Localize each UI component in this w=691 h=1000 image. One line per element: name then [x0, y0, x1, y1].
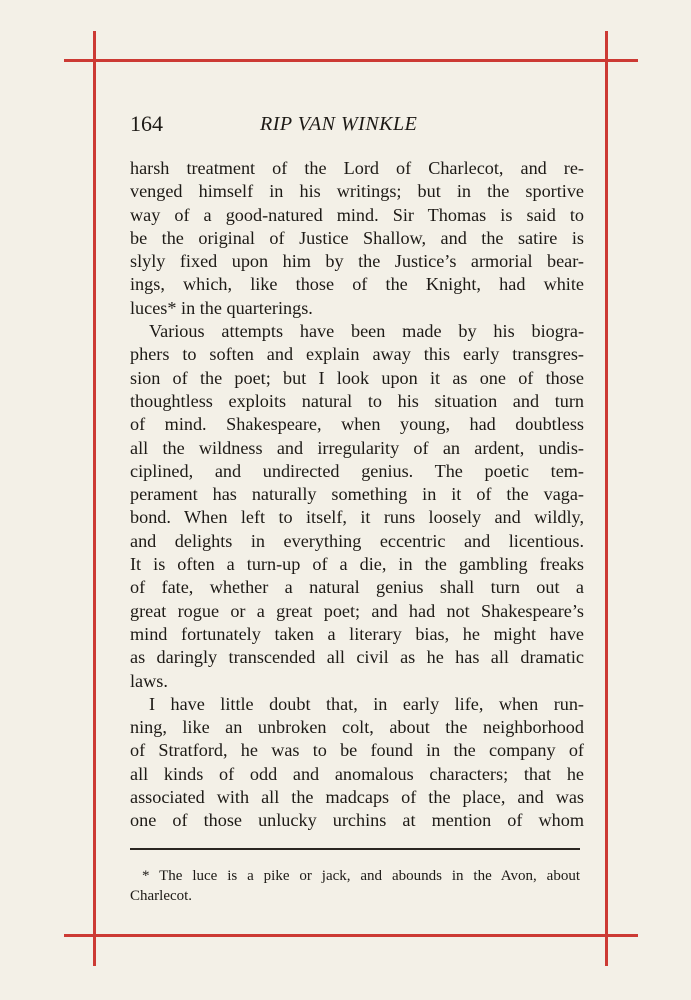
text-line: great rogue or a great poet; and had not Shakespeare’s: [130, 600, 584, 621]
text-line: of Stratford, he was to be found in the company of: [130, 740, 584, 761]
footnote-line: Charlecot.: [130, 888, 193, 904]
text-line: slyly fixed upon him by the Justice’s armorial bear-: [130, 251, 584, 272]
text-line: ning, like an unbroken colt, about the neighborhood: [130, 717, 584, 738]
frame-rule-top: [64, 59, 638, 62]
frame-rule-left: [93, 31, 96, 966]
text-line: and delights in everything eccentric and licentious.: [130, 530, 584, 551]
paragraph-2: [130, 320, 584, 693]
text-line: I have little doubt that, in early life, when run-: [149, 693, 584, 714]
running-title: RIP VAN WINKLE: [260, 113, 418, 135]
text-line: all the wildness and irregularity of an ardent, undis-: [130, 437, 584, 458]
text-line: It is often a turn-up of a die, in the gambling freaks: [130, 554, 584, 575]
text-line: all kinds of odd and anomalous characters; that he: [130, 763, 584, 784]
text-line: ciplined, and undirected genius. The poetic tem-: [130, 460, 584, 481]
page-number: 164: [130, 111, 163, 136]
text-line: associated with all the madcaps of the place, and was: [130, 787, 584, 808]
frame-rule-bottom: [64, 934, 638, 937]
running-head: [130, 108, 584, 140]
body-text: [130, 157, 584, 833]
text-line: thoughtless exploits natural to his situation and turn: [130, 390, 584, 411]
text-line: way of a good-natured mind. Sir Thomas is said to: [130, 204, 584, 225]
text-line: be the original of Justice Shallow, and the satire is: [130, 227, 584, 248]
frame-rule-right: [605, 31, 608, 966]
footnote: [130, 866, 580, 906]
text-line: Various attempts have been made by his biogra-: [149, 321, 584, 342]
text-line: laws.: [130, 670, 168, 691]
text-line: one of those unlucky urchins at mention of whom: [130, 810, 584, 831]
paragraph-1: [130, 157, 584, 320]
text-line: of mind. Shakespeare, when young, had doubtless: [130, 414, 584, 435]
paragraph-3: [130, 693, 584, 833]
text-line: as daringly transcended all civil as he has all dramatic: [130, 647, 584, 668]
text-line: phers to soften and explain away this early transgres-: [130, 344, 584, 365]
text-line: harsh treatment of the Lord of Charlecot, and re-: [130, 158, 584, 178]
text-line: perament has naturally something in it of the vaga-: [130, 484, 584, 505]
text-line: bond. When left to itself, it runs loosely and wildly,: [130, 507, 584, 528]
text-line: ings, which, like those of the Knight, had white: [130, 274, 584, 295]
footnote-line: * The luce is a pike or jack, and abounds in the Avon, about: [142, 868, 580, 884]
text-line: sion of the poet; but I look upon it as one of those: [130, 367, 584, 388]
text-line: mind fortunately taken a literary bias, he might have: [130, 623, 584, 644]
text-line: luces* in the quarterings.: [130, 297, 313, 318]
footnote-divider: [130, 848, 580, 850]
text-line: of fate, whether a natural genius shall turn out a: [130, 577, 584, 598]
text-line: venged himself in his writings; but in the sportive: [130, 181, 584, 202]
